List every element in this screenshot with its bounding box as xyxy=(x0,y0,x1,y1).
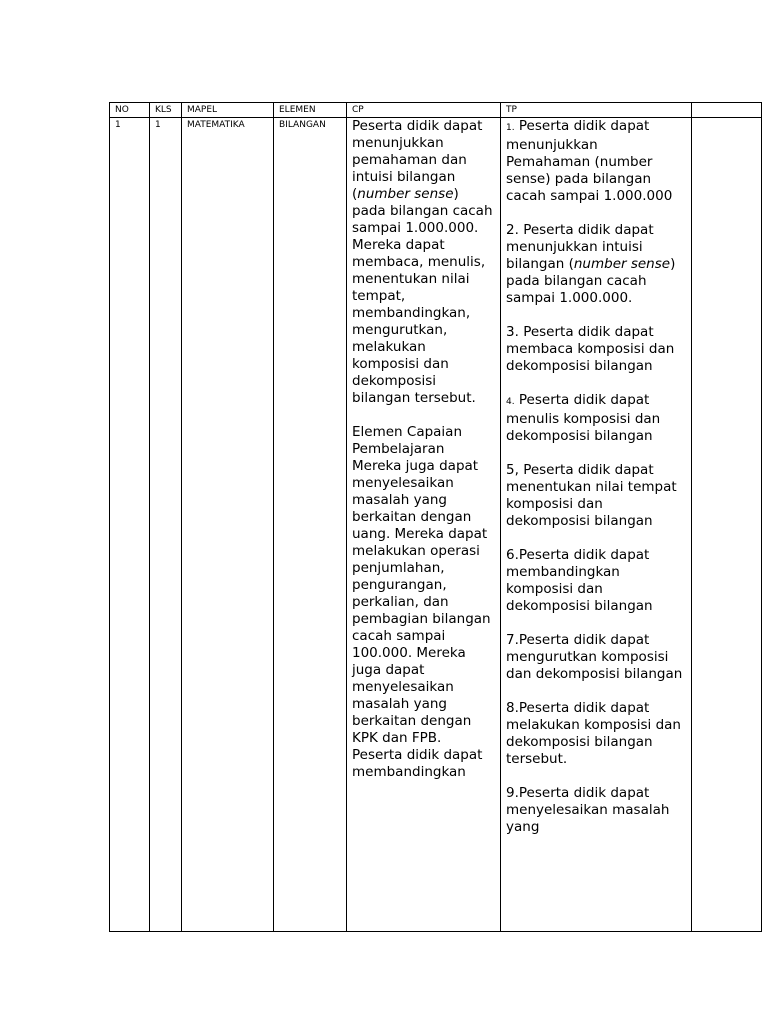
list-item xyxy=(506,547,686,615)
cell-elemen: BILANGAN xyxy=(274,118,347,932)
tp-text: Peserta didik dapat menentukan nilai tempat komposisi dan dekomposisi bilangan xyxy=(506,462,677,529)
tp-text: Peserta didik dapat menulis komposisi dan dekomposisi bilangan xyxy=(506,392,661,444)
list-item xyxy=(506,118,686,205)
tp-number: 8. xyxy=(506,700,519,716)
list-item xyxy=(506,462,686,530)
tp-text: Peserta didik dapat melakukan komposisi dan dekomposisi bilangan tersebut. xyxy=(506,700,681,767)
list-item xyxy=(506,324,686,375)
tp-number: 9. xyxy=(506,785,519,801)
tp-number: 1. xyxy=(506,123,515,133)
table-header-row xyxy=(110,103,762,118)
cell-kls: 1 xyxy=(150,118,182,932)
tp-text: Peserta didik dapat menyelesaikan masalah yang xyxy=(506,785,670,835)
header-kls: KLS xyxy=(150,103,182,118)
cell-mapel: MATEMATIKA xyxy=(182,118,274,932)
tp-number: 7. xyxy=(506,632,519,648)
header-tp: TP xyxy=(501,103,692,118)
tp-number: 5, xyxy=(506,462,519,478)
list-item xyxy=(506,785,686,836)
list-item xyxy=(506,700,686,768)
cell-no: 1 xyxy=(110,118,150,932)
tp-number: 3. xyxy=(506,324,519,340)
cell-extra xyxy=(692,118,762,932)
header-extra xyxy=(692,103,762,118)
header-mapel: MAPEL xyxy=(182,103,274,118)
tp-text: Peserta didik dapat mengurutkan komposisi dan dekomposisi bilangan xyxy=(506,632,683,682)
tp-text: Peserta didik dapat menunjukkan intuisi bilangan (number sense) pada bilangan cacah sampai 1.000.000. xyxy=(506,222,676,306)
tp-list xyxy=(506,118,686,836)
tp-text: Peserta didik dapat membaca komposisi dan dekomposisi bilangan xyxy=(506,324,675,374)
tp-text: Peserta didik dapat menunjukkan Pemahaman (number sense) pada bilangan cacah sampai 1.000.000 xyxy=(506,118,673,204)
tp-number: 2. xyxy=(506,222,519,238)
tp-text: Peserta didik dapat membandingkan komposisi dan dekomposisi bilangan xyxy=(506,547,653,614)
cell-tp xyxy=(501,118,692,932)
tp-number: 6. xyxy=(506,547,519,563)
list-item xyxy=(506,632,686,683)
tp-number: 4. xyxy=(506,397,515,407)
curriculum-table xyxy=(109,102,762,932)
cp-paragraph: Peserta didik dapat menunjukkan pemahaman dan intuisi bilangan (number sense) pada bilangan cacah sampai 1.000.000. Mereka dapat membaca, menulis, menentukan nilai tempat, membandingkan, mengurutkan, melakukan komposisi dan dekomposisi bilangan tersebut. xyxy=(352,118,493,406)
table-row xyxy=(110,118,762,932)
cp-paragraph: Elemen Capaian Pembelajaran Mereka juga dapat menyelesaikan masalah yang berkaitan dengan uang. Mereka dapat melakukan operasi penjumlahan, pengurangan, perkalian, dan pembagian bilangan cacah sampai 100.000. Mereka juga dapat menyelesaikan masalah yang berkaitan dengan KPK dan FPB. Peserta didik dapat membandingkan xyxy=(352,424,491,780)
list-item xyxy=(506,222,686,307)
header-elemen: ELEMEN xyxy=(274,103,347,118)
cell-cp xyxy=(347,118,501,932)
header-no: NO xyxy=(110,103,150,118)
header-cp: CP xyxy=(347,103,501,118)
list-item xyxy=(506,392,686,445)
